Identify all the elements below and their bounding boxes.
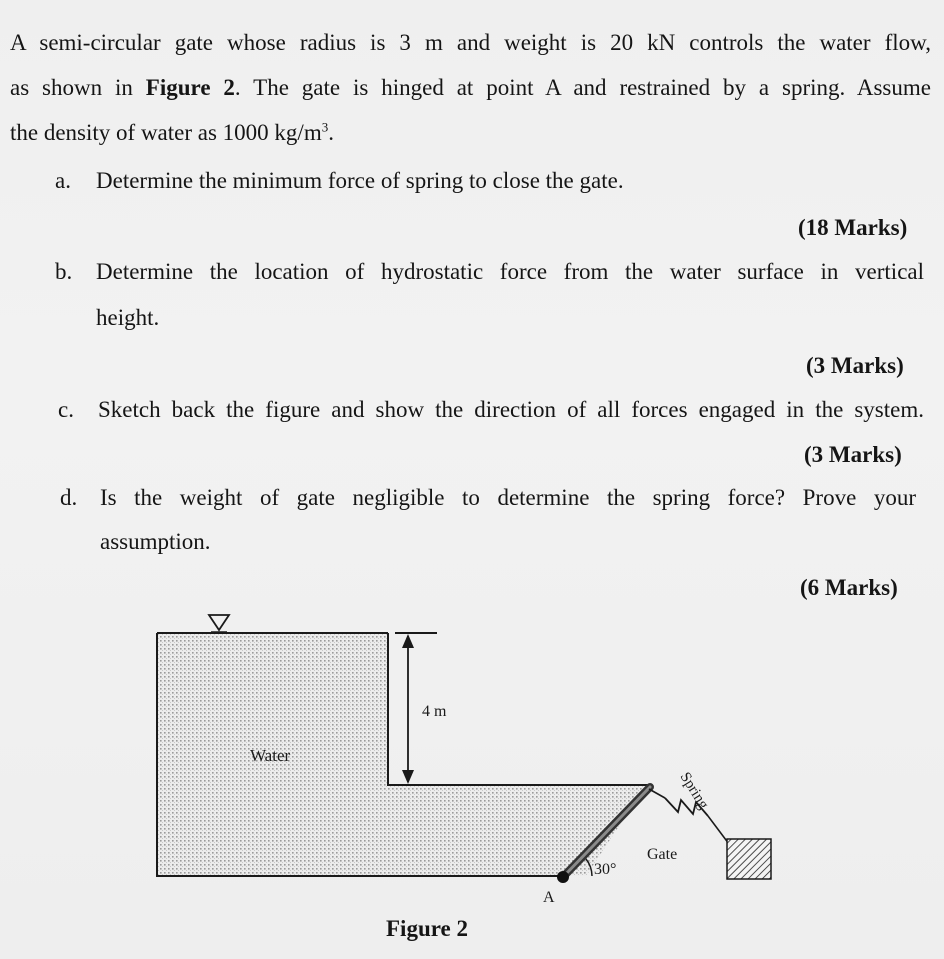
figure-caption: Figure 2 [386,916,468,941]
intro-line-2 [10,75,931,101]
intro-line-3 [10,120,334,146]
intro-line-3-pre: the density of water as 1000 kg/m [10,120,322,145]
free-surface-icon [209,615,229,632]
water-label: Water [250,746,291,765]
angle-label: 30° [594,861,617,878]
figure-2-diagram [0,600,944,959]
depth-label: 4 m [422,703,447,720]
question-c-letter: c. [58,397,74,422]
question-c-marks: (3 Marks) [804,442,902,467]
question-b-text-line2: height. [96,305,160,330]
question-c-text: Sketch back the figure and show the direction of all forces engaged in the system. [98,397,924,422]
figure-reference: Figure 2 [145,75,235,100]
hinge-label: A [543,889,555,906]
question-d-marks: (6 Marks) [800,575,898,600]
question-d-letter: d. [60,485,78,510]
question-d-text-line1: Is the weight of gate negligible to determine the spring force? Prove your [100,485,916,510]
intro-line-3-sup: 3 [321,119,329,135]
question-d-text-line2: assumption. [100,529,211,554]
question-b-letter: b. [55,259,73,284]
question-a-marks: (18 Marks) [798,215,908,240]
hinge-a [557,871,569,883]
spring-support [727,839,771,879]
gate-label: Gate [647,846,678,863]
question-b-marks: (3 Marks) [806,353,904,378]
water-region [157,633,646,876]
intro-line-2-post: . The gate is hinged at point A and restrained by a spring. Assume [234,75,931,100]
intro-line-3-post: . [328,120,334,145]
spring-label: Spring [676,769,712,813]
intro-line-2-pre: as shown in [10,75,146,100]
question-a-letter: a. [55,168,71,193]
question-b-text-line1: Determine the location of hydrostatic force from the water surface in vertical [96,259,924,284]
question-a-text: Determine the minimum force of spring to close the gate. [96,168,624,193]
intro-line-1: A semi-circular gate whose radius is 3 m and weight is 20 kN controls the water flow, [10,30,931,55]
